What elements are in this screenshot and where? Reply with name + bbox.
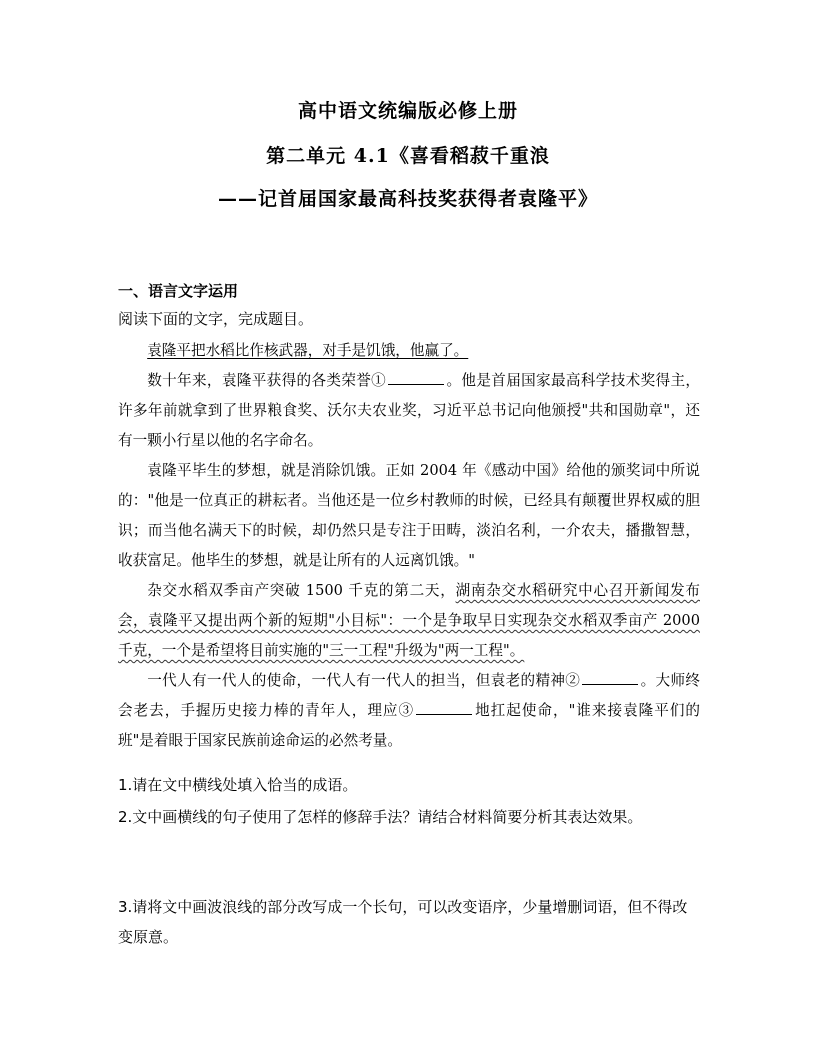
- section-instruction: 阅读下面的文字，完成题目。: [118, 310, 314, 328]
- underlined-sentence: 袁隆平把水稻比作核武器，对手是饥饿，他赢了。: [147, 342, 469, 359]
- document-title-line1: 高中语文统编版必修上册: [297, 100, 518, 122]
- blank-3[interactable]: [416, 700, 472, 715]
- section-heading: 一、语言文字运用: [118, 282, 239, 300]
- document-title-line2: 第二单元 4.1《喜看稻菽千重浪: [266, 145, 550, 167]
- wavy-underlined-text: 湖南杂交水稻研究中心召开新闻发布会，袁隆平又提出两个新的短期"小目标"：一个是争取早日实现杂交水稻双季亩产 2000 千克，一个是希望将目前实施的"三一工程"升级为"两一工程"。: [118, 582, 700, 659]
- question-1: 1.请在文中横线处填入恰当的成语。: [118, 776, 358, 794]
- blank-2[interactable]: [582, 670, 638, 685]
- passage-paragraph-4: 杂交水稻双季亩产突破 1500 千克的第二天，湖南杂交水稻研究中心召开新闻发布会，袁隆平又提出两个新的短期"小目标"：一个是争取早日实现杂交水稻双季亩产 2000 千克，一个是希望将目前实施的"三一工程"升级为"两一工程"。: [118, 582, 700, 659]
- reading-passage: [118, 336, 700, 756]
- passage-paragraph-2: 数十年来，袁隆平获得的各类荣誉① 。他是首届国家最高科学技术奖得主，许多年前就拿到了世界粮食奖、沃尔夫农业奖，习近平总书记向他颁授"共和国勋章"，还有一颗小行星以他的名字命名。: [118, 372, 700, 449]
- passage-paragraph-3: 袁隆平毕生的梦想，就是消除饥饿。正如 2004 年《感动中国》给他的颁奖词中所说的："他是一位真正的耕耘者。当他还是一位乡村教师的时候，已经具有颠覆世界权威的胆识；而当他名满天下的时候，却仍然只是专注于田畴，淡泊名利，一介农夫，播撒智慧，收获富足。他毕生的梦想，就是让所有的人远离饥饿。": [118, 462, 700, 569]
- question-2: 2.文中画横线的句子使用了怎样的修辞手法？请结合材料简要分析其表达效果。: [118, 808, 643, 826]
- passage-paragraph-1: [118, 336, 700, 366]
- question-3: 3.请将文中画波浪线的部分改写成一个长句，可以改变语序，少量增删词语，但不得改变原意。: [118, 898, 688, 946]
- blank-1[interactable]: [388, 370, 444, 385]
- passage-paragraph-5: 一代人有一代人的使命，一代人有一代人的担当，但袁老的精神② 。大师终会老去，手握历史接力棒的青年人，理应③ 地扛起使命，"谁来接袁隆平们的班"是着眼于国家民族前途命运的必然考量。: [118, 672, 700, 749]
- document-title-line3: ——记首届国家最高科技奖获得者袁隆平》: [217, 188, 598, 210]
